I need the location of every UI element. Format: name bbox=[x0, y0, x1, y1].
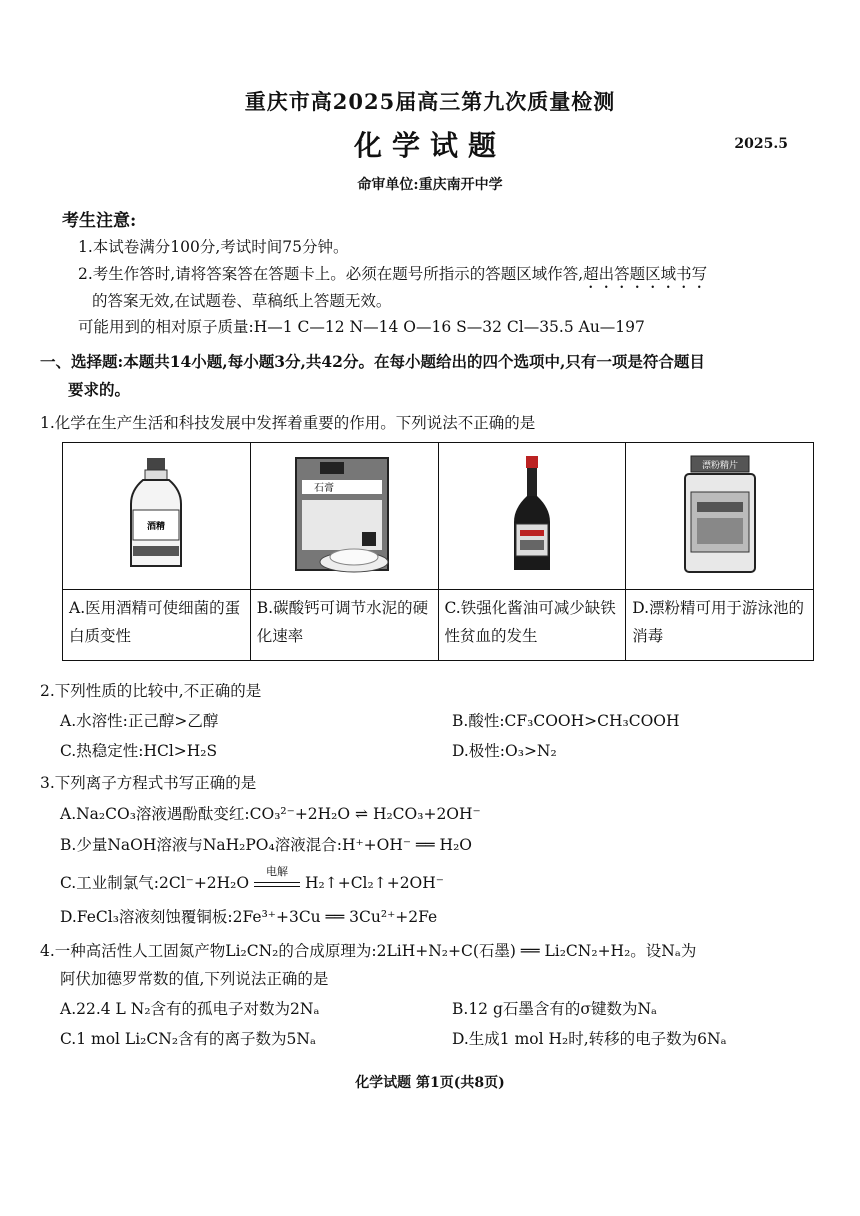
section1-line1: 一、选择题:本题共14小题,每小题3分,共42分。在每小题给出的四个选项中,只有一项是符合题目 bbox=[40, 352, 705, 371]
q3-stem: 3.下列离子方程式书写正确的是 bbox=[40, 774, 257, 792]
q1-image-c bbox=[438, 443, 626, 590]
electrolysis-arrow bbox=[254, 864, 300, 887]
notice-item-2-cont: 的答案无效,在试题卷、草稿纸上答题无效。 bbox=[92, 292, 392, 310]
alcohol-bottle-icon bbox=[121, 454, 191, 574]
q3-option-c-post: H₂↑+Cl₂↑+2OH⁻ bbox=[304, 874, 444, 892]
section1-line2: 要求的。 bbox=[68, 380, 131, 399]
q1-option-a: A.医用酒精可使细菌的蛋白质变性 bbox=[63, 590, 251, 661]
q2-option-b: B.酸性:CF₃COOH>CH₃COOH bbox=[452, 712, 680, 730]
q1-image-d bbox=[626, 443, 814, 590]
q1-option-d: D.漂粉精可用于游泳池的消毒 bbox=[626, 590, 814, 661]
notice-item-2-text: 2.考生作答时,请将答案答在答题卡上。必须在题号所指示的答题区域作答, bbox=[78, 265, 584, 283]
q1-stem: 1.化学在生产生活和科技发展中发挥着重要的作用。下列说法不正确的是 bbox=[40, 414, 536, 432]
q1-options-table bbox=[62, 442, 814, 661]
exam-date: 2025.5 bbox=[734, 136, 788, 152]
q4-stem-line1: 4.一种高活性人工固氮产物Li₂CN₂的合成原理为:2LiH+N₂+C(石墨) ══ Li₂CN₂+H₂。设Nₐ为 bbox=[40, 942, 697, 960]
q3-option-c bbox=[60, 864, 444, 894]
alcohol-label: 酒精 bbox=[147, 522, 166, 532]
page-footer: 化学试题 第1页(共8页) bbox=[355, 1075, 505, 1091]
atomic-masses: 可能用到的相对原子质量:H—1 C—12 N—14 O—16 S—32 Cl—35.5 Au—197 bbox=[78, 318, 645, 336]
gypsum-label: 石膏 bbox=[314, 482, 335, 494]
q2-stem: 2.下列性质的比较中,不正确的是 bbox=[40, 682, 262, 700]
q2-option-a: A.水溶性:正己醇>乙醇 bbox=[60, 712, 219, 730]
notice-item-1: 1.本试卷满分100分,考试时间75分钟。 bbox=[78, 238, 349, 256]
q1-option-c: C.铁强化酱油可减少缺铁性贫血的发生 bbox=[438, 590, 626, 661]
bleach-tablet-jar-icon bbox=[675, 452, 765, 577]
soy-sauce-bottle-icon bbox=[502, 452, 562, 577]
notice-item-2-emphasis: 超出答题区域书写 bbox=[583, 265, 708, 283]
q3-option-d: D.FeCl₃溶液刻蚀覆铜板:2Fe³⁺+3Cu ══ 3Cu²⁺+2Fe bbox=[60, 908, 438, 926]
q1-image-b bbox=[250, 443, 438, 590]
q2-option-d: D.极性:O₃>N₂ bbox=[452, 742, 557, 760]
setter-unit: 命审单位:重庆南开中学 bbox=[357, 177, 503, 193]
subject-title: 化学试题 bbox=[353, 129, 506, 162]
notice-item-2 bbox=[78, 263, 707, 292]
q2-option-c: C.热稳定性:HCl>H₂S bbox=[60, 742, 218, 760]
exam-title: 重庆市高2025届高三第九次质量检测 bbox=[244, 89, 616, 114]
q1-option-b: B.碳酸钙可调节水泥的硬化速率 bbox=[250, 590, 438, 661]
notice-heading: 考生注意: bbox=[62, 211, 137, 231]
q3-option-b: B.少量NaOH溶液与NaH₂PO₄溶液混合:H⁺+OH⁻ ══ H₂O bbox=[60, 836, 472, 854]
electrolysis-condition: 电解 bbox=[266, 864, 289, 878]
bleach-label: 漂粉精片 bbox=[701, 460, 738, 471]
q3-option-c-pre: C.工业制氯气:2Cl⁻+2H₂O bbox=[60, 874, 250, 892]
q1-image-a bbox=[63, 443, 251, 590]
q3-option-a: A.Na₂CO₃溶液遇酚酞变红:CO₃²⁻+2H₂O ⇌ H₂CO₃+2OH⁻ bbox=[60, 805, 481, 823]
q4-stem-line2: 阿伏加德罗常数的值,下列说法正确的是 bbox=[60, 970, 329, 988]
q4-option-d: D.生成1 mol H₂时,转移的电子数为6Nₐ bbox=[452, 1030, 727, 1048]
q4-option-c: C.1 mol Li₂CN₂含有的离子数为5Nₐ bbox=[60, 1030, 316, 1048]
q4-option-a: A.22.4 L N₂含有的孤电子对数为2Nₐ bbox=[60, 1000, 320, 1018]
gypsum-package-icon bbox=[284, 452, 404, 577]
q4-option-b: B.12 g石墨含有的σ键数为Nₐ bbox=[452, 1000, 658, 1018]
